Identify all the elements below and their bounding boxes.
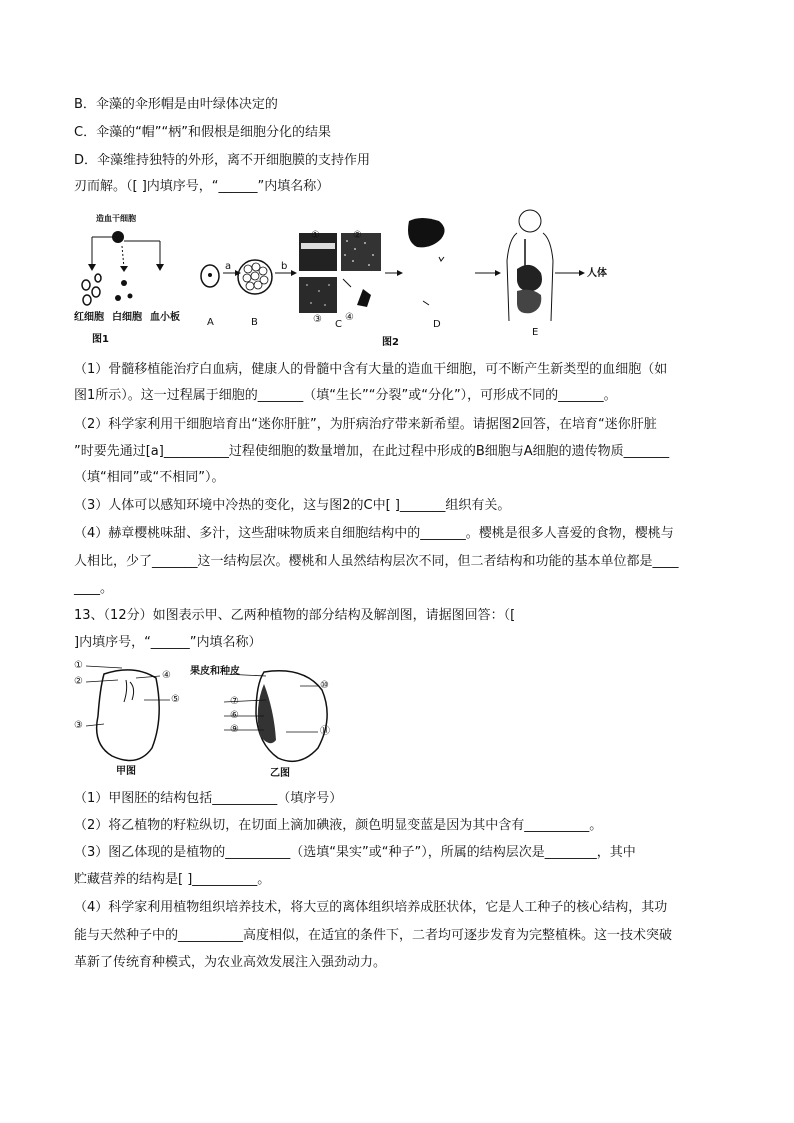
label-B: B [251,317,258,328]
label-platelet: 血小板 [150,312,180,323]
label-pericarp-seedcoat: 果皮和种皮 [190,666,240,677]
seed-label-1: ① [74,660,83,671]
option-c: C．伞藻的“帽”“柄”和假根是细胞分化的结果 [74,125,332,140]
p1-line: （1）甲图胚的结构包括__________（填序号） [74,791,343,806]
figure-1-caption: 图1 [92,334,109,345]
seed-label-7: ⑦ [230,696,239,707]
figure-1-drawing [74,208,194,348]
label-red-cell: 红细胞 [74,312,104,323]
label-c2: ② [353,230,362,241]
label-white-cell: 白细胞 [112,312,142,323]
seed-label-9: ⑨ [230,724,239,735]
seed-label-10: ⑩ [320,680,329,691]
figure-2-caption: 图2 [382,337,399,348]
p4-line3: 革新了传统育种模式，为农业高效发展注入强劲动力。 [74,955,387,970]
figure-2-drawing [195,205,625,350]
label-E: E [532,327,539,338]
figure-3 [74,660,354,785]
label-a: a [225,261,232,272]
seed-label-3: ③ [74,720,83,731]
q2-line1: （2）科学家利用干细胞培育出“迷你肝脏”，为肝病治疗带来新希望。请据图2回答，在培育“迷你肝脏 [74,417,657,432]
p3-line2: 贮藏营养的结构是[ ]__________。 [74,872,271,887]
label-c3: ③ [313,314,322,325]
label-jia: 甲图 [116,766,136,777]
label-stem-cell: 造血干细胞 [96,214,136,223]
seed-label-2: ② [74,676,83,687]
option-d: D．伞藻维持独特的外形，离不开细胞膜的支持作用 [74,153,371,168]
q4-line3: ____。 [74,581,114,596]
label-human: 人体 [587,268,607,279]
label-yi: 乙图 [270,768,290,779]
q2-line3: （填“相同”或“不相同”）。 [74,470,225,485]
seed-label-6: ⑥ [230,710,239,721]
p3-line1: （3）图乙体现的是植物的__________（选填“果实”或“种子”），所属的结构层次是________，其中 [74,845,636,860]
q4-line2: 人相比，少了_______这一结构层次。樱桃和人虽然结构层次不同，但二者结构和功能的基本单位都是____ [74,554,679,569]
seed-label-11: ⑪ [320,726,330,737]
label-b: b [281,261,288,272]
q2-line2: ”时要先通过[a]__________过程使细胞的数量增加，在此过程中形成的B细胞与A细胞的遗传物质_______ [74,444,670,459]
seed-label-4: ④ [162,670,171,681]
p4-line1: （4）科学家利用植物组织培养技术，将大豆的离体组织培养成胚状体，它是人工种子的核心结构，其功 [74,900,668,915]
seed-label-5: ⑤ [171,694,180,705]
label-D: D [433,319,441,330]
label-c1: ① [311,230,320,241]
instruction-line: 刃而解。（[ ]内填序号，“______”内填名称） [74,179,330,194]
label-C: C [335,319,342,330]
q1-line1: （1）骨髓移植能治疗白血病，健康人的骨髓中含有大量的造血干细胞，可不断产生新类型的血细胞（如 [74,362,668,377]
figure-2 [195,205,625,350]
figure-1 [74,208,194,348]
option-b: B．伞藻的伞形帽是由叶绿体决定的 [74,97,278,112]
q1-line2: 图1所示）。这一过程属于细胞的_______（填“生长”“分裂”或“分化”），可形成不同的_______。 [74,388,617,403]
label-c4: ④ [345,312,354,323]
q13-line1: 13、（12分）如图表示甲、乙两种植物的部分结构及解剖图，请据图回答：（[ [74,608,516,623]
p2-line: （2）将乙植物的籽粒纵切，在切面上滴加碘液，颜色明显变蓝是因为其中含有__________。 [74,818,603,833]
p4-line2: 能与天然种子中的__________高度相似，在适宜的条件下，二者均可逐步发育为完整植株。这一技术突破 [74,928,673,943]
q3-line: （3）人体可以感知环境中冷热的变化，这与图2的C中[ ]_______组织有关。 [74,498,511,513]
q4-line1: （4）赫章樱桃味甜、多汁，这些甜味物质来自细胞结构中的_______。樱桃是很多人喜爱的食物，樱桃与 [74,526,674,541]
label-A: A [207,317,214,328]
q13-line2: ]内填序号，“______”内填名称） [74,635,262,650]
